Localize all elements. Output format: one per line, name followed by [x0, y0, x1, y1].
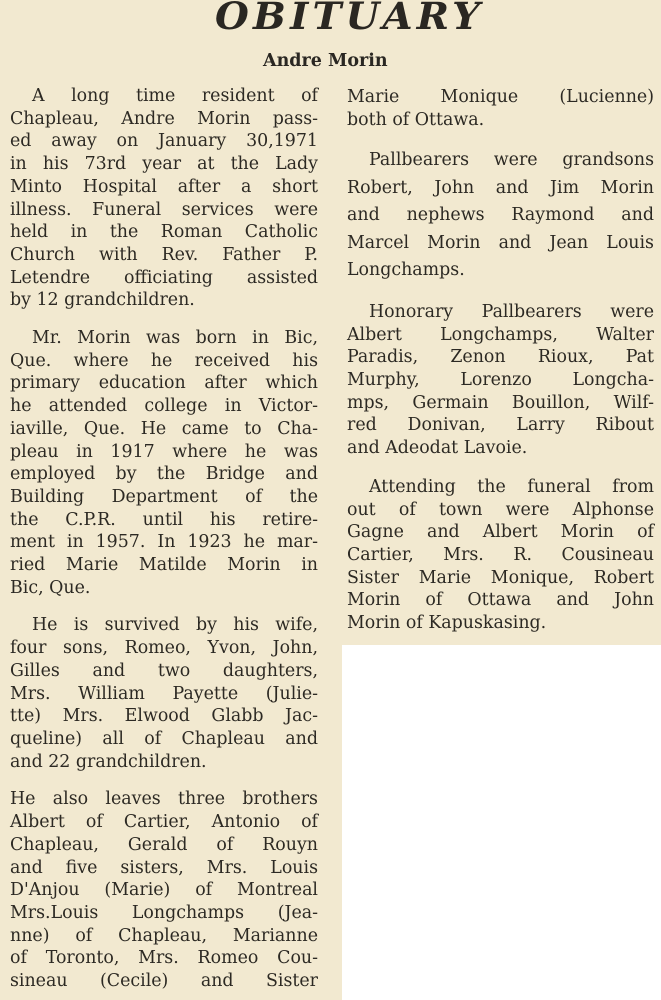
- text-line: Robert, John and Jim Morin: [347, 177, 654, 198]
- text-line: and nephews Raymond and: [347, 205, 654, 226]
- text-line: ment in 1957. In 1923 he mar-: [10, 532, 318, 553]
- text-line: Marie Monique (Lucienne): [347, 87, 654, 107]
- text-line: nne) of Chapleau, Marianne: [10, 925, 318, 946]
- text-line: Minto Hospital after a short: [10, 176, 318, 197]
- text-line: He is survived by his wife,: [32, 615, 318, 636]
- text-line: both of Ottawa.: [347, 109, 485, 130]
- text-line: Bic, Que.: [10, 577, 91, 598]
- text-line: ried Marie Matilde Morin in: [10, 555, 318, 576]
- text-line: illness. Funeral services were: [10, 199, 318, 220]
- text-line: D'Anjou (Marie) of Montreal: [10, 880, 318, 901]
- text-line: by 12 grandchildren.: [10, 290, 195, 311]
- text-line: Church with Rev. Father P.: [10, 244, 318, 265]
- paragraph-pallbearers: [347, 147, 654, 285]
- text-line: he attended college in Victor-: [10, 396, 318, 417]
- text-line: and five sisters, Mrs. Louis: [10, 857, 318, 878]
- deceased-name: Andre Morin: [263, 51, 388, 71]
- text-line: Attending the funeral from: [369, 476, 654, 497]
- text-line: Longchamps.: [347, 260, 465, 281]
- paragraph-death-notice: [10, 85, 318, 312]
- text-line: ed away on January 30,1971: [10, 131, 318, 152]
- text-line: Sister Marie Monique, Robert: [347, 567, 654, 588]
- paragraph-honorary-pallbearers: [347, 301, 654, 460]
- text-line: Mr. Morin was born in Bic,: [32, 328, 318, 349]
- paragraph-attendees: [347, 476, 654, 635]
- text-line: out of town were Alphonse: [347, 499, 654, 520]
- text-line: in his 73rd year at the Lady: [10, 154, 318, 175]
- paragraph-biography: [10, 327, 318, 599]
- text-line: Pallbearers were grandsons: [369, 150, 654, 171]
- text-line: primary education after which: [10, 373, 318, 394]
- text-line: Honorary Pallbearers were: [369, 301, 654, 322]
- text-line: and 22 grandchildren.: [10, 751, 207, 772]
- text-line: of Toronto, Mrs. Romeo Cou-: [10, 948, 318, 969]
- text-line: mps, Germain Bouillon, Wilf-: [347, 392, 654, 413]
- text-line: A long time resident of: [32, 86, 318, 106]
- paragraph-siblings-continued: [347, 86, 654, 131]
- text-line: Chapleau, Gerald of Rouyn: [10, 834, 318, 855]
- text-line: Albert of Cartier, Antonio of: [10, 812, 318, 833]
- text-line: Mrs. William Payette (Julie-: [10, 683, 318, 704]
- text-line: Chapleau, Andre Morin pass-: [10, 108, 318, 129]
- text-line: sineau (Cecile) and Sister: [10, 971, 318, 992]
- text-line: Gilles and two daughters,: [10, 660, 318, 681]
- text-line: Paradis, Zenon Rioux, Pat: [347, 347, 654, 368]
- text-line: and Adeodat Lavoie.: [347, 438, 528, 459]
- left-column: [10, 85, 318, 993]
- text-line: Mrs.Louis Longchamps (Jea-: [10, 902, 318, 923]
- text-line: queline) all of Chapleau and: [10, 728, 318, 749]
- text-line: iaville, Que. He came to Cha-: [10, 418, 318, 439]
- text-line: Que. where he received his: [10, 350, 318, 371]
- right-column: [347, 86, 654, 635]
- text-line: held in the Roman Catholic: [10, 222, 318, 243]
- text-line: Morin of Ottawa and John: [347, 590, 654, 611]
- text-line: Marcel Morin and Jean Louis: [347, 232, 654, 253]
- text-line: Building Department of the: [10, 486, 318, 507]
- text-line: Gagne and Albert Morin of: [347, 522, 654, 543]
- text-line: Albert Longchamps, Walter: [347, 324, 654, 345]
- text-line: Letendre officiating assisted: [10, 267, 318, 288]
- text-line: Morin of Kapuskasing.: [347, 613, 547, 634]
- paragraph-survivors: [10, 614, 318, 773]
- text-line: Cartier, Mrs. R. Cousineau: [347, 544, 654, 565]
- text-line: tte) Mrs. Elwood Glabb Jac-: [10, 706, 318, 727]
- text-line: red Donivan, Larry Ribout: [347, 415, 654, 436]
- text-line: pleau in 1917 where he was: [10, 441, 318, 462]
- text-line: employed by the Bridge and: [10, 464, 318, 485]
- obituary-headline: OBITUARY: [215, 0, 485, 38]
- text-line: Murphy, Lorenzo Longcha-: [347, 370, 654, 391]
- text-line: four sons, Romeo, Yvon, John,: [10, 638, 318, 659]
- paragraph-siblings: [10, 788, 318, 992]
- text-line: the C.P.R. until his retire-: [10, 509, 318, 530]
- text-line: He also leaves three brothers: [10, 789, 318, 810]
